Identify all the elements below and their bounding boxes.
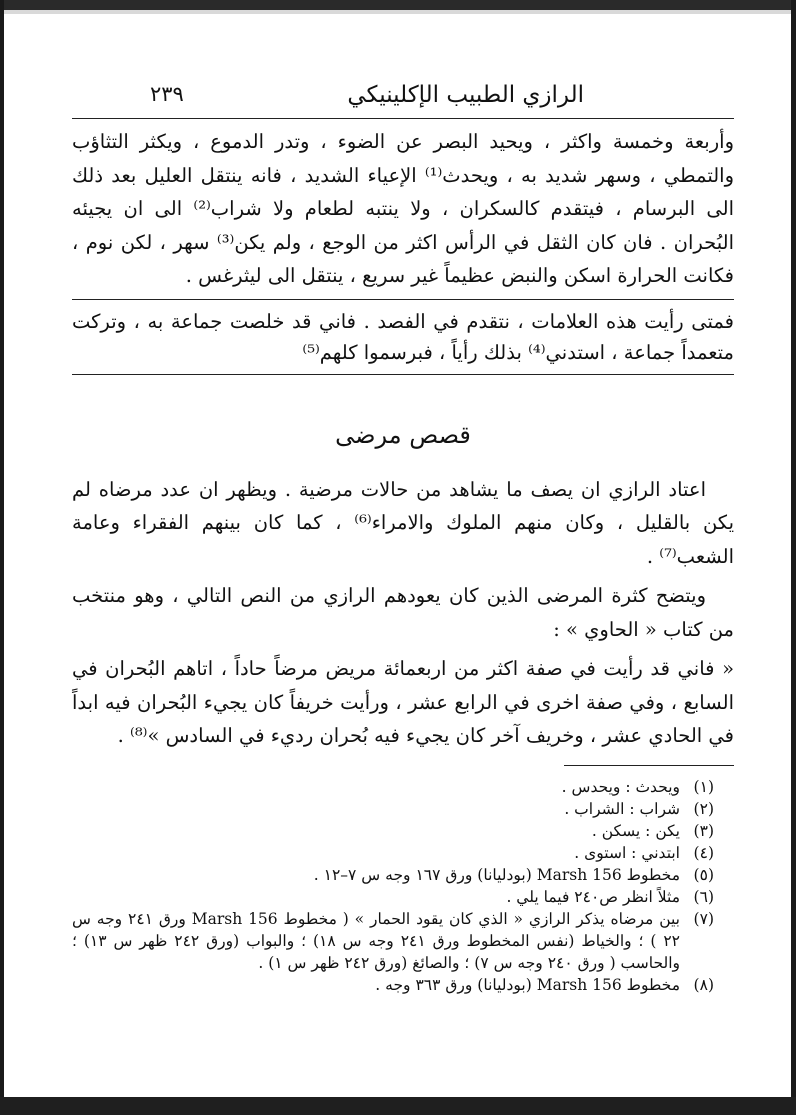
footnotes [72, 776, 714, 996]
footnote-number: (١) [693, 777, 714, 796]
footnote-text: ويحدث : ويحدس . [561, 777, 680, 796]
footnote-text: بين مرضاه يذكر الرازي « الذي كان يقود الحمار » ( مخطوط Marsh 156 ورق ٢٤١ وجه س ٢٢ ) ؛ والخياط (نفس المخطوط ورق ٢٤١ وجه س ١٨) ؛ والبواب (ورق ٢٤٢ ظهر س ١٣) ؛ والحاسب ( ورق ٢٤٠ وجه س ٧) ؛ والصائغ (ورق ٢٤٢ ظهر س ١) . [72, 909, 680, 972]
footnote-number: (٢) [693, 799, 714, 818]
footnote-item [72, 974, 714, 996]
footnote-number: (٧) [693, 909, 714, 928]
footnote-item [72, 798, 714, 820]
scan-right-edge [791, 0, 796, 1115]
footnote-text: شراب : الشراب . [564, 799, 680, 818]
page-number: ٢٣٩ [150, 82, 184, 106]
footnote-number: (٥) [693, 865, 714, 884]
footnote-text: ابتدني : استوى . [574, 843, 680, 862]
book-page [72, 78, 734, 996]
paragraph-case-reports: اعتاد الرازي ان يصف ما يشاهد من حالات مرضية . ويظهر ان عدد مرضاه لم يكن بالقليل ، وكان منهم الملوك والامراء⁽⁶⁾ ، كما كان بينهم الفقراء وعامة الشعب⁽⁷⁾ . [72, 477, 734, 568]
footnote-item [72, 776, 714, 798]
section-title: قصص مرضى [335, 420, 471, 449]
footnote-item [72, 820, 714, 842]
footnote-item [72, 842, 714, 864]
quote-rule-top [72, 299, 734, 300]
footnote-text: مثلاً انظر ص٢٤٠ فيما يلي . [506, 887, 680, 906]
paragraph-symptoms: وأربعة وخمسة واكثر ، ويحيد البصر عن الضوء ، وتدر الدموع ، ويكثر التثاؤب والتمطي ، وسهر شديد به ، ويحدث⁽¹⁾ الإعياء الشديد ، فانه ينتقل العليل بعد ذلك الى البرسام ، فيتقدم كالسكران ، ولا ينتبه لطعام ولا شراب⁽²⁾ الى ان يجيئه البُحران . فان كان الثقل في الرأس اكثر من الوجع ، ولم يكن⁽³⁾ سهر ، لكن نوم ، فكانت الحرارة اسكن والنبض عظيماً غير سريع ، ينتقل الى ليثرغس . [72, 130, 734, 287]
footnote-number: (٣) [693, 821, 714, 840]
scan-top-edge [0, 0, 796, 14]
running-header [72, 78, 734, 114]
scan-left-edge [0, 0, 4, 1115]
footnote-item [72, 886, 714, 908]
scan-bottom-edge [0, 1097, 796, 1115]
footnote-number: (٦) [693, 887, 714, 906]
paragraph-hawi-quote: « فاني قد رأيت في صفة اكثر من اربعمائة مريض مرضاً حاداً ، اتاهم البُحران في السابع ، وفي صفة اخرى في الرابع عشر ، ورأيت خريفاً كان يجيء البُحران فيه ابداً في الحادي عشر ، وخريف آخر كان يجيء فيه بُحران رديء في السادس »⁽⁸⁾ . [72, 657, 734, 747]
footnote-rule [564, 765, 734, 766]
footnote-text: مخطوط Marsh 156 (بودليانا) ورق ١٦٧ وجه س ٧–١٢ . [313, 865, 680, 884]
header-title: الرازي الطبيب الإكلينيكي [347, 82, 584, 108]
footnote-number: (٨) [693, 975, 714, 994]
footnote-text: مخطوط Marsh 156 (بودليانا) ورق ٣٦٣ وجه . [375, 975, 680, 994]
footnote-item [72, 864, 714, 886]
footnote-number: (٤) [693, 843, 714, 862]
footnote-text: يكن : يسكن . [591, 821, 680, 840]
quote-rule-bottom [72, 374, 734, 375]
footnote-item [72, 908, 714, 974]
paragraph-patient-count: ويتضح كثرة المرضى الذين كان يعودهم الرازي من النص التالي ، وهو منتخب من كتاب « الحاوي » : [72, 584, 734, 641]
header-rule [72, 118, 734, 119]
paragraph-bloodletting: فمتى رأيت هذه العلامات ، نتقدم في الفصد . فاني قد خلصت جماعة به ، وتركت متعمداً جماعة ، استدني⁽⁴⁾ بذلك رأياً ، فبرسموا كلهم⁽⁵⁾ [72, 309, 734, 364]
